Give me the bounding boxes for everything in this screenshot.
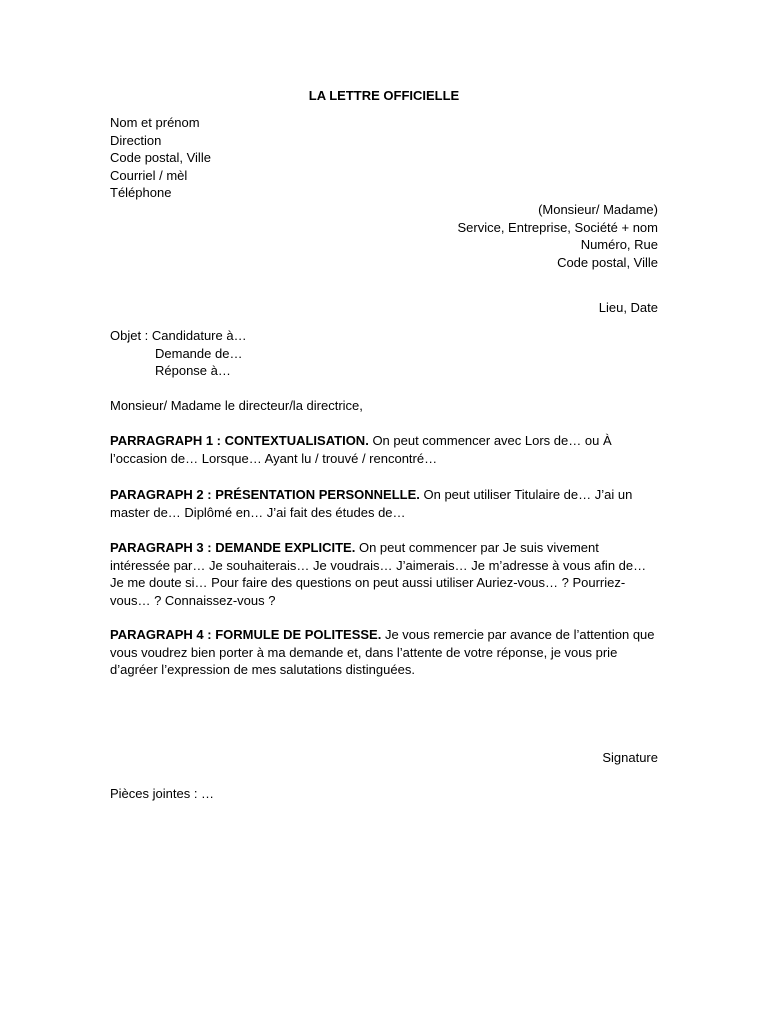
recipient-city: Code postal, Ville: [557, 254, 658, 270]
place-date: Lieu, Date: [598, 300, 658, 315]
paragraph-2-heading: PARAGRAPH 2 : PRÉSENTATION PERSONNELLE.: [110, 487, 420, 502]
paragraph-3-heading: PARAGRAPH 3 : DEMANDE EXPLICITE.: [110, 540, 356, 555]
salutation: Monsieur/ Madame le directeur/la directrice,: [110, 398, 363, 413]
sender-address: Direction: [110, 132, 162, 148]
sender-block: [110, 114, 211, 202]
sender-name: Nom et prénom: [110, 115, 200, 130]
paragraph-4-body: Je vous remercie par avance de l’attention que vous voudrez bien porter à ma demande et, dans l’attente de votre réponse, je vous prie d’agréer l’expression de mes salutations distinguées.: [110, 627, 655, 678]
recipient-street: Numéro, Rue: [580, 237, 658, 253]
recipient-civility: (Monsieur/ Madame): [538, 202, 658, 217]
subject-line-1: Objet : Candidature à…: [110, 328, 247, 343]
sender-phone: Téléphone: [110, 185, 172, 201]
paragraph-4: [110, 626, 658, 679]
page-title: LA LETTRE OFFICIELLE: [308, 88, 460, 103]
paragraph-3: [110, 539, 658, 609]
subject-line-2: Demande de…: [155, 345, 243, 361]
recipient-company: Service, Entreprise, Société + nom: [457, 219, 658, 235]
paragraph-1-heading: PARRAGRAPH 1 : CONTEXTUALISATION.: [110, 433, 369, 448]
attachments: Pièces jointes : …: [110, 786, 215, 801]
paragraph-1: [110, 432, 658, 467]
subject-block: [110, 327, 247, 380]
paragraph-4-heading: PARAGRAPH 4 : FORMULE DE POLITESSE.: [110, 627, 382, 642]
subject-line-3: Réponse à…: [155, 363, 231, 379]
recipient-block: [457, 201, 658, 271]
paragraph-1-body: On peut commencer avec Lors de… ou À l’occasion de… Lorsque… Ayant lu / trouvé / rencontré…: [110, 433, 612, 466]
paragraph-3-body: On peut commencer par Je suis vivement intéressée par… Je souhaiterais… Je voudrais… J’aimerais… Je m’adresse à vous afin de… Je me doute si… Pour faire des questions on peut aussi utiliser Auriez-vous… ? Pourriez-vous… ? Connaissez-vous ?: [110, 540, 647, 608]
signature: Signature: [602, 750, 658, 765]
paragraph-2-body: On peut utiliser Titulaire de… J’ai un master de… Diplômé en… J’ai fait des études de…: [110, 487, 633, 520]
sender-city: Code postal, Ville: [110, 150, 211, 166]
sender-email: Courriel / mèl: [110, 167, 188, 183]
paragraph-2: [110, 486, 658, 521]
